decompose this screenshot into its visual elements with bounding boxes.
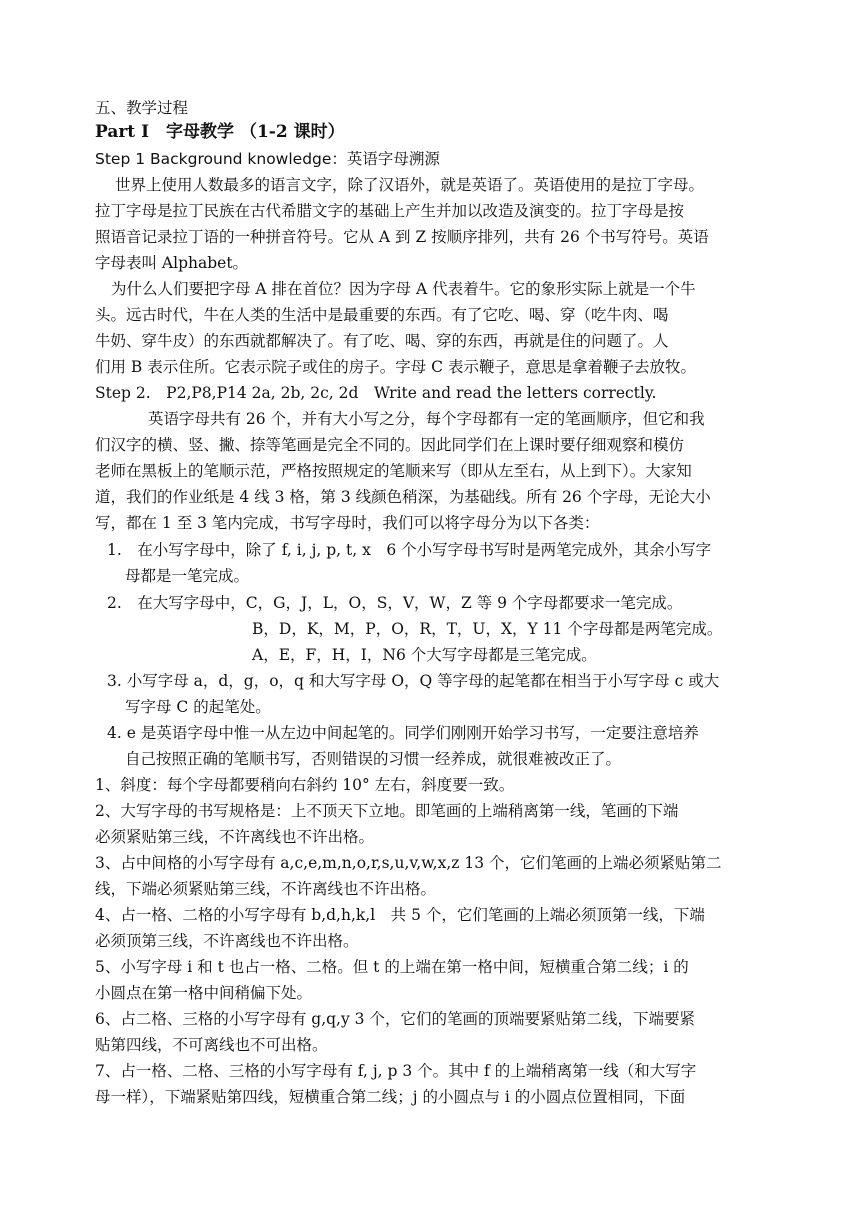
rule-line: 母一样），下端紧贴第四线，短横重合第二线；j 的小圆点与 i 的小圆点位置相同，下面 (95, 1088, 686, 1106)
paragraph-line: 老师在黑板上的笔顺示范，严格按照规定的笔顺来写（即从左至右，从上到下）。大家知 (95, 462, 692, 480)
step2-label: Step 2. P2,P8,P14 2a, 2b, 2c, 2d Write and read the letters correctly. (95, 384, 657, 402)
paragraph-line: 头。远古时代，牛在人类的生活中是最重要的东西。有了它吃、喝、穿（吃牛肉、喝 (95, 306, 669, 324)
list-item: B，D，K，M，P，O，R，T，U，X，Y 11 个字母都是两笔完成。 (252, 620, 723, 638)
list-item: 1. 在小写字母中，除了 f, i, j, p, t, x 6 个小写字母书写时是两笔完成外，其余小写字 (107, 541, 712, 559)
rule-line: 7、占一格、二格、三格的小写字母有 f, j, p 3 个。其中 f 的上端稍离第一线（和大写字 (95, 1062, 697, 1080)
section-heading: 五、教学过程 (95, 99, 189, 117)
rule-line: 必须紧贴第三线，不许离线也不许出格。 (95, 828, 375, 846)
paragraph-line: 牛奶、穿牛皮）的东西就都解决了。有了吃、喝、穿的东西，再就是住的问题了。人 (95, 332, 669, 350)
rule-line: 线，下端必须紧贴第三线，不许离线也不许出格。 (95, 880, 437, 898)
list-item: 2. 在大写字母中，C，G，J，L，O，S，V，W，Z 等 9 个字母都要求一笔完成。 (107, 594, 683, 612)
part-title: Part I 字母教学 （1-2 课时） (95, 122, 345, 142)
rule-line: 5、小写字母 i 和 t 也占一格、二格。但 t 的上端在第一格中间，短横重合第二线；i 的 (95, 958, 689, 976)
paragraph-line: 们用 B 表示住所。它表示院子或住的房子。字母 C 表示鞭子，意思是拿着鞭子去放牧。 (95, 358, 696, 376)
paragraph-line: 们汉字的横、竖、撇、捺等笔画是完全不同的。因此同学们在上课时要仔细观察和模仿 (95, 436, 685, 454)
step1-label-text: Step 1 Background knowledge：英语字母溯源 (95, 150, 440, 168)
paragraph-line: 拉丁字母是拉丁民族在古代希腊文字的基础上产生并加以改造及演变的。拉丁字母是按 (95, 202, 685, 220)
paragraph-line: 英语字母共有 26 个，并有大小写之分，每个字母都有一定的笔画顺序，但它和我 (148, 410, 705, 428)
paragraph-line: 世界上使用人数最多的语言文字，除了汉语外，就是英语了。英语使用的是拉丁字母。 (115, 176, 705, 194)
paragraph-line: 道，我们的作业纸是 4 线 3 格，第 3 线颜色稍深，为基础线。所有 26 个字母，无论大小 (95, 488, 711, 506)
paragraph-line: 写，都在 1 至 3 笔内完成，书写字母时，我们可以将字母分为以下各类： (95, 514, 600, 532)
paragraph-line: 字母表叫 Alphabet。 (95, 254, 249, 272)
list-item: 4. e 是英语字母中惟一从左边中间起笔的。同学们刚刚开始学习书写，一定要注意培养 (107, 724, 699, 742)
rule-line: 必须顶第三线，不许离线也不许出格。 (95, 932, 359, 950)
rule-line: 3、占中间格的小写字母有 a,c,e,m,n,o,r,s,u,v,w,x,z 13 个，它们笔画的上端必须紧贴第二 (95, 854, 722, 872)
step1-label (95, 148, 440, 170)
paragraph-line: 为什么人们要把字母 A 排在首位？因为字母 A 代表着牛。它的象形实际上就是一个牛 (111, 280, 696, 298)
rule-line: 2、大写字母的书写规格是：上不顶天下立地。即笔画的上端稍离第一线，笔画的下端 (95, 802, 679, 820)
list-item: 母都是一笔完成。 (125, 567, 250, 585)
paragraph-line: 照语音记录拉丁语的一种拼音符号。它从 A 到 Z 按顺序排列，共有 26 个书写符号。英语 (95, 228, 709, 246)
rule-line: 小圆点在第一格中间稍偏下处。 (95, 984, 313, 1002)
list-item: 自己按照正确的笔顺书写，否则错误的习惯一经养成，就很难被改正了。 (125, 750, 622, 768)
list-item: A，E，F，H，I，N6 个大写字母都是三笔完成。 (252, 646, 597, 664)
list-item: 写字母 C 的起笔处。 (125, 698, 271, 716)
rule-line: 6、占二格、三格的小写字母有 g,q,y 3 个，它们的笔画的顶端要紧贴第二线，下端要紧 (95, 1010, 695, 1028)
rule-line: 4、占一格、二格的小写字母有 b,d,h,k,l 共 5 个，它们笔画的上端必须顶第一线，下端 (95, 906, 705, 924)
rule-line: 1、斜度：每个字母都要稍向右斜约 10° 左右，斜度要一致。 (95, 776, 515, 794)
rule-line: 贴第四线，不可离线也不可出格。 (95, 1036, 328, 1054)
list-item: 3. 小写字母 a，d，g，o，q 和大写字母 O，Q 等字母的起笔都在相当于小写字母 c 或大 (107, 672, 720, 690)
